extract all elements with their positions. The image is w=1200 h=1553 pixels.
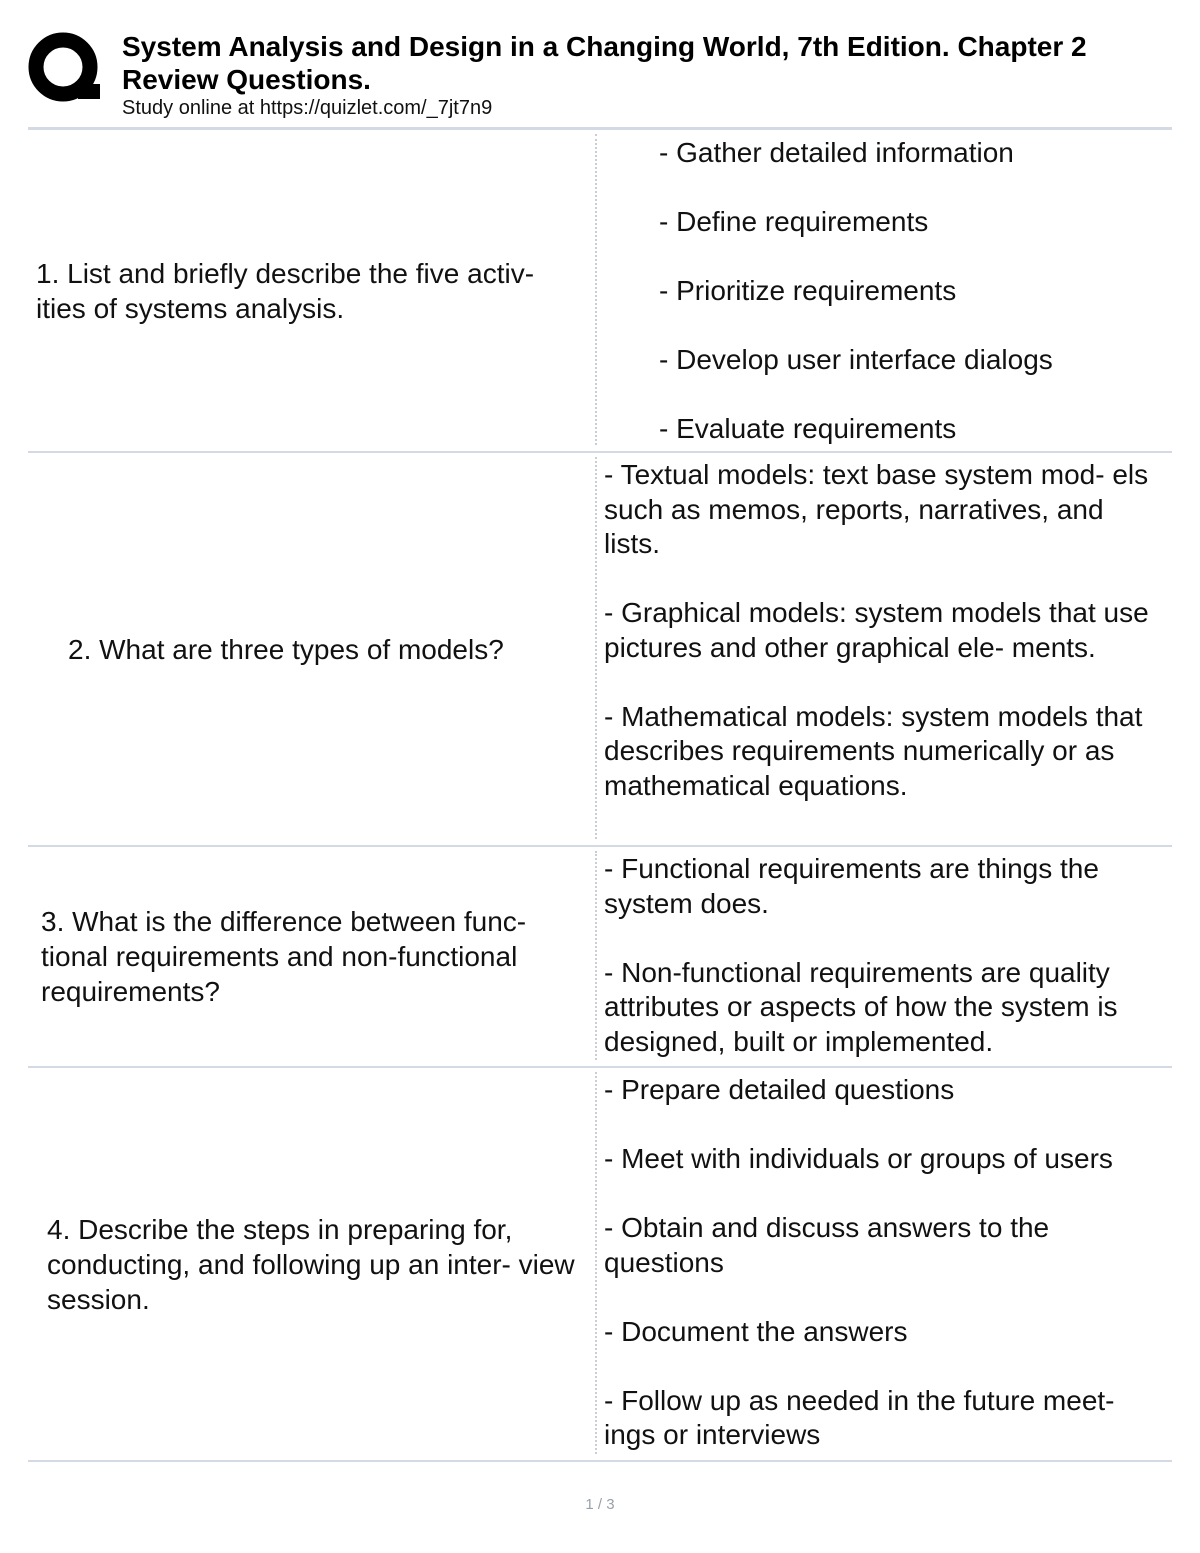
definition-line: - Functional requirements are things the system does. xyxy=(604,853,1099,919)
flashcard-row xyxy=(28,453,1172,847)
definition-line: - Evaluate requirements xyxy=(659,413,957,444)
flashcard-definition xyxy=(597,453,1172,845)
study-online-link[interactable]: Study online at https://quizlet.com/_7jt7n9 xyxy=(122,97,493,119)
flashcard-row xyxy=(28,1068,1172,1462)
flashcard-definition xyxy=(597,1068,1172,1460)
definition-line: - Document the answers xyxy=(604,1315,908,1347)
definition-line: - Meet with individuals or groups of users xyxy=(604,1143,1113,1174)
definition-line: - Graphical models: system models that use pictures and other graphical ele- ments. xyxy=(604,597,1149,663)
page-number: 1 / 3 xyxy=(585,1496,615,1513)
definition-line: - Follow up as needed in the future meet- ings or interviews xyxy=(604,1384,1115,1450)
flashcard-term: 2. What are three types of models? xyxy=(68,633,504,665)
definition-line: - Gather detailed information xyxy=(659,137,1014,168)
definition-line: - Develop user interface dialogs xyxy=(659,344,1053,375)
flashcard-row xyxy=(28,847,1172,1068)
page-title-line-2: Review Questions. xyxy=(122,64,371,95)
flashcard-term: 1. List and briefly describe the five activ- ities of systems analysis. xyxy=(36,257,535,324)
flashcard-list xyxy=(28,130,1172,1462)
definition-line: - Prioritize requirements xyxy=(659,275,957,306)
flashcard-row xyxy=(28,130,1172,453)
definition-line: - Prepare detailed questions xyxy=(604,1074,955,1105)
flashcard-definition xyxy=(597,847,1172,1066)
definition-line: - Define requirements xyxy=(659,206,929,237)
definition-line: - Obtain and discuss answers to the questions xyxy=(604,1212,1050,1278)
flashcard-term: 4. Describe the steps in preparing for, conducting, and following up an inter- view session. xyxy=(47,1213,575,1315)
page-title xyxy=(122,30,1198,96)
definition-line: - Mathematical models: system models that describes requirements numerically or as mathematical equations. xyxy=(604,700,1143,801)
flashcard-term: 3. What is the difference between func- tional requirements and non-functional requirements? xyxy=(41,906,527,1007)
quizlet-q-logo-icon xyxy=(28,30,104,106)
page-title-line-1: System Analysis and Design in a Changing World, 7th Edition. Chapter 2 xyxy=(122,31,1087,62)
definition-line: - Textual models: text base system mod- els such as memos, reports, narratives, and lists. xyxy=(604,459,1149,559)
page-header xyxy=(122,30,1198,120)
definition-line: - Non-functional requirements are quality attributes or aspects of how the system is designed, built or implemented. xyxy=(604,956,1118,1057)
flashcard-definition xyxy=(597,130,1172,451)
